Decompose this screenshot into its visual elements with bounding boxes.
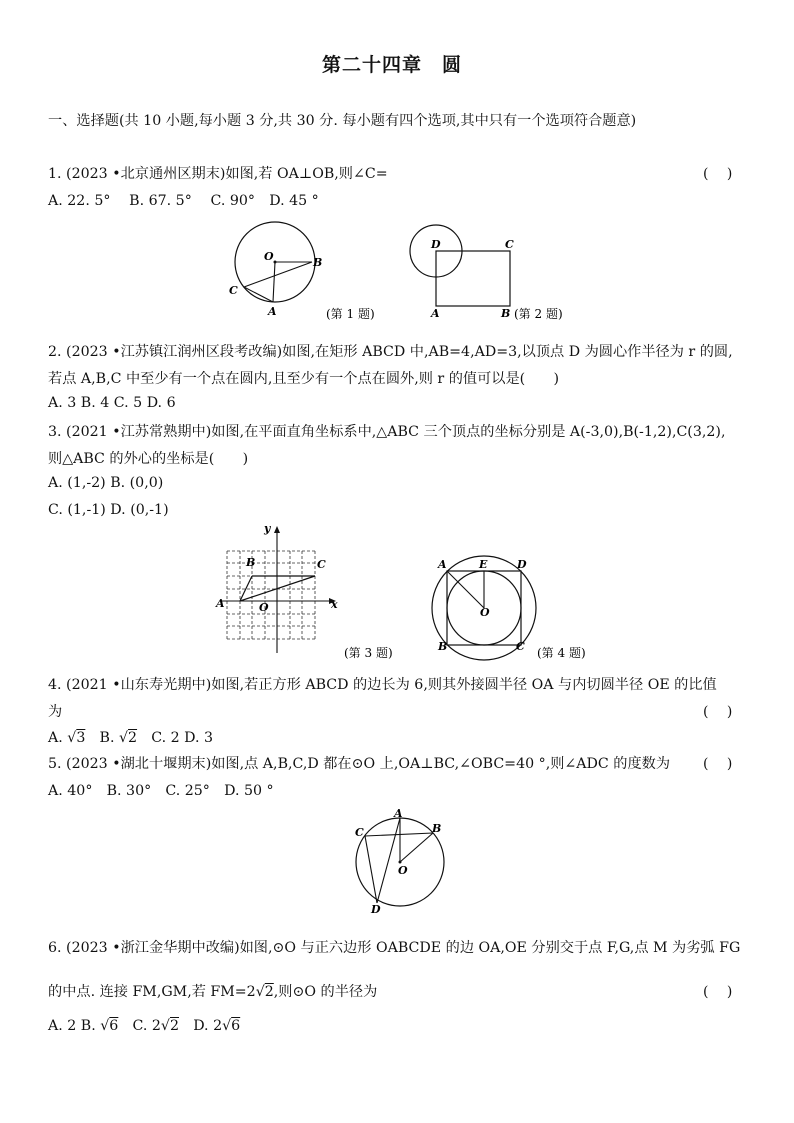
fig5-label-b: B <box>432 822 442 835</box>
fig1-label-c: C <box>229 284 238 297</box>
fig2-label-b: B <box>501 307 511 320</box>
fig1-label-o: O <box>264 250 274 263</box>
figure-5 <box>348 806 458 918</box>
fig2-label-a: A <box>431 307 440 320</box>
fig3-label-b: B <box>246 556 256 569</box>
q3-options-cd: C. (1,-1) D. (0,-1) <box>48 502 169 518</box>
q2-options: A. 3 B. 4 C. 5 D. 6 <box>48 395 176 411</box>
q5-answer-paren: ( ) <box>703 756 733 772</box>
fig1-label-b: B <box>313 256 323 269</box>
q3-line1: 3. (2021 •江苏常熟期中)如图,在平面直角坐标系中,△ABC 三个顶点的坐标分别是 A(-3,0),B(-1,2),C(3,2), <box>48 424 726 440</box>
figure-3 <box>212 518 402 664</box>
fig5-label-d: D <box>371 903 381 916</box>
fig3-label-a: A <box>216 597 225 610</box>
fig4-label-o: O <box>480 606 490 619</box>
fig3-label-x: x <box>331 598 338 611</box>
page-title: 第二十四章 圆 <box>322 54 463 76</box>
fig2-label-c: C <box>505 238 514 251</box>
sqrt-symbol: √ <box>222 1018 232 1034</box>
q6-options: A. 2 B. √6 C. 2√2 D. 2√6 <box>48 1018 241 1034</box>
sqrt-symbol: √ <box>255 984 265 1000</box>
fig5-label-a: A <box>394 807 403 820</box>
q6-line1: 6. (2023 •浙江金华期中改编)如图,⊙O 与正六边形 OABCDE 的边 OA,OE 分别交于点 F,G,点 M 为劣弧 FG <box>48 940 741 956</box>
fig4-label-d: D <box>517 558 527 571</box>
fig5-label-c: C <box>355 826 364 839</box>
fig4-label-b: B <box>438 640 448 653</box>
figure-2 <box>402 222 582 326</box>
fig3-label-y: y <box>264 522 271 535</box>
q3-line2: 则△ABC 的外心的坐标是( ) <box>48 451 249 467</box>
q5-stem: 5. (2023 •湖北十堰期末)如图,点 A,B,C,D 都在⊙O 上,OA⊥BC,∠OBC=40 °,则∠ADC 的度数为 <box>48 756 671 772</box>
sqrt-symbol: √ <box>160 1018 170 1034</box>
fig1-caption: (第 1 题) <box>326 307 375 321</box>
fig3-caption: (第 3 题) <box>344 646 393 660</box>
figure-1 <box>222 218 382 326</box>
figure-4 <box>420 548 616 664</box>
q5-options: A. 40° B. 30° C. 25° D. 50 ° <box>48 783 274 799</box>
q4-line2: 为 <box>48 704 63 720</box>
sqrt-symbol: √ <box>67 730 77 746</box>
q1-options: A. 22. 5° B. 67. 5° C. 90° D. 45 ° <box>48 193 319 209</box>
q4-answer-paren: ( ) <box>703 704 733 720</box>
section-header: 一、选择题(共 10 小题,每小题 3 分,共 30 分. 每小题有四个选项,其中只有一个选项符合题意) <box>48 113 637 129</box>
fig2-label-d: D <box>431 238 441 251</box>
q4-options: A. √3 B. √2 C. 2 D. 3 <box>48 730 214 746</box>
fig3-label-c: C <box>317 558 326 571</box>
fig5-label-o: O <box>398 864 408 877</box>
fig2-caption: (第 2 题) <box>514 307 563 321</box>
q2-line2: 若点 A,B,C 中至少有一个点在圆内,且至少有一个点在圆外,则 r 的值可以是( ) <box>48 371 560 387</box>
q6-answer-paren: ( ) <box>703 984 733 1000</box>
fig3-label-o: O <box>259 601 269 614</box>
fig4-caption: (第 4 题) <box>537 646 586 660</box>
fig4-label-a: A <box>438 558 447 571</box>
sqrt-symbol: √ <box>118 730 129 746</box>
q4-line1: 4. (2021 •山东寿光期中)如图,若正方形 ABCD 的边长为 6,则其外接圆半径 OA 与内切圆半径 OE 的比值 <box>48 677 717 693</box>
q3-options-ab: A. (1,-2) B. (0,0) <box>48 475 164 491</box>
q1-answer-paren: ( ) <box>703 166 733 182</box>
q6-line2: 的中点. 连接 FM,GM,若 FM=2√2,则⊙O 的半径为 <box>48 984 378 1000</box>
q1-stem: 1. (2023 •北京通州区期末)如图,若 OA⊥OB,则∠C= <box>48 166 388 182</box>
fig4-label-c: C <box>516 640 525 653</box>
fig1-label-a: A <box>268 305 277 318</box>
fig4-label-e: E <box>479 558 488 571</box>
q2-line1: 2. (2023 •江苏镇江润州区段考改编)如图,在矩形 ABCD 中,AB=4,AD=3,以顶点 D 为圆心作半径为 r 的圆, <box>48 344 733 360</box>
sqrt-symbol: √ <box>100 1018 110 1034</box>
